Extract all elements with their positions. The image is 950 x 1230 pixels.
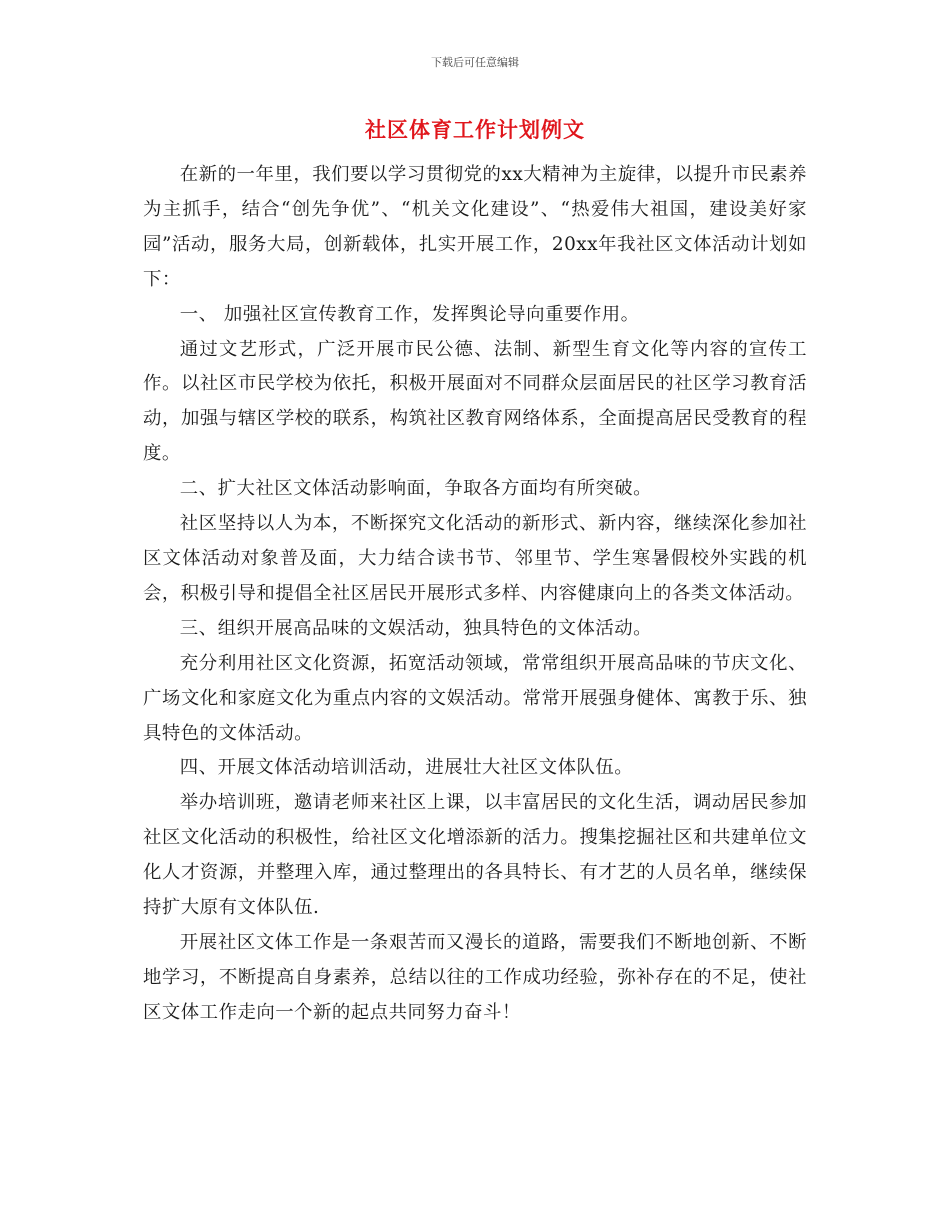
paragraph-intro: 在新的一年里，我们要以学习贯彻党的xx大精神为主旋律，以提升市民素养为主抓手，结合“创先争优”、“机关文化建设”、“热爱伟大祖国，建设美好家园”活动，服务大局，创新载体，扎实开展工作，20xx年我社区文体活动计划如下： [143, 164, 807, 290]
section-heading-1: 一、 加强社区宣传教育工作，发挥舆论导向重要作用。 [179, 303, 640, 325]
paragraph-3: 充分利用社区文化资源，拓宽活动领域，常常组织开展高品味的节庆文化、广场文化和家庭文化为重点内容的文娱活动。常常开展强身健体、寓教于乐、独具特色的文体活动。 [143, 652, 807, 744]
document-title: 社区体育工作计划例文 [365, 118, 585, 142]
paragraph-4: 举办培训班，邀请老师来社区上课，以丰富居民的文化生活，调动居民参加社区文化活动的积极性，给社区文化增添新的活力。搜集挖掘社区和共建单位文化人才资源，并整理入库，通过整理出的各具特长、有才艺的人员名单，继续保持扩大原有文体队伍. [143, 792, 807, 919]
paragraph-2: 社区坚持以人为本，不断探究文化活动的新形式、新内容，继续深化参加社区文体活动对象普及面，大力结合读书节、邻里节、学生寒暑假校外实践的机会，积极引导和提倡全社区居民开展形式多样、内容健康向上的各类文体活动。 [143, 513, 807, 604]
document-body [143, 158, 807, 1031]
paragraph-conclusion: 开展社区文体工作是一条艰苦而又漫长的道路，需要我们不断地创新、不断地学习，不断提高自身素养，总结以往的工作成功经验，弥补存在的不足，使社区文体工作走向一个新的起点共同努力奋斗！ [143, 931, 807, 1023]
section-heading-2: 二、扩大社区文体活动影响面，争取各方面均有所突破。 [179, 478, 653, 500]
header-note: 下载后可任意编辑 [431, 56, 519, 69]
section-heading-3: 三、组织开展高品味的文娱活动，独具特色的文体活动。 [179, 617, 653, 639]
paragraph-1: 通过文艺形式，广泛开展市民公德、法制、新型生育文化等内容的宣传工作。以社区市民学校为依托，积极开展面对不同群众层面居民的社区学习教育活动，加强与辖区学校的联系，构筑社区教育网络体系，全面提高居民受教育的程度。 [143, 338, 807, 465]
section-heading-4: 四、开展文体活动培训活动，进展壮大社区文体队伍。 [179, 757, 634, 779]
